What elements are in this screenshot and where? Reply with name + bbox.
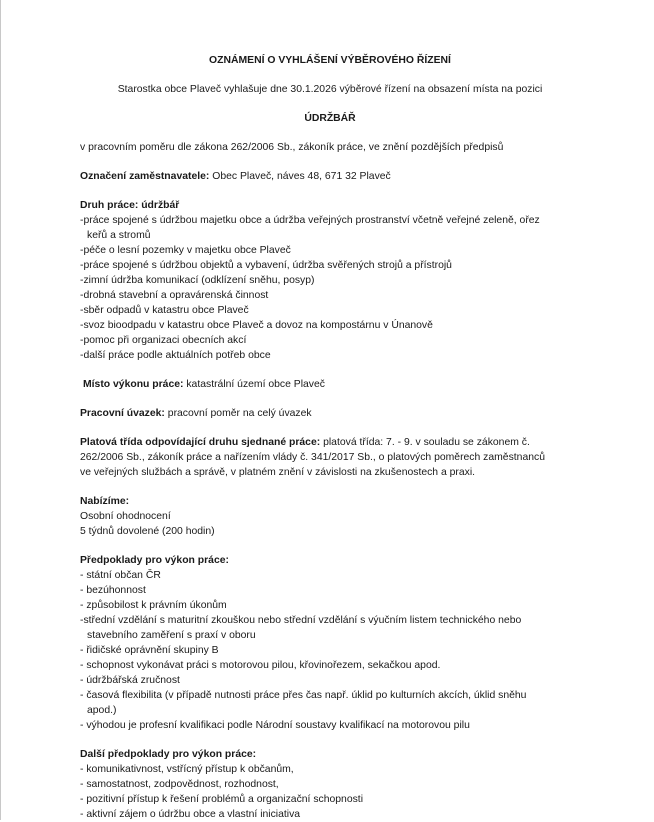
list-item: - komunikativnost, vstřícný přístup k občanům, [80, 764, 294, 775]
other-requirements-list [80, 762, 580, 822]
place-line [80, 377, 580, 392]
job-type-list [80, 213, 580, 363]
requirements-heading: Předpoklady pro výkon práce: [80, 555, 229, 566]
list-item: -práce spojené s údržbou majetku obce a údržba veřejných prostranství včetně veřejné zeleně, ořez [80, 215, 540, 226]
list-item: - bezúhonnost [80, 585, 146, 596]
list-item: apod.) [87, 705, 117, 716]
list-item: -práce spojené s údržbou objektů a vybavení, údržba svěřených strojů a přístrojů [80, 260, 452, 271]
document-body [80, 53, 580, 822]
intro-text: Starostka obce Plaveč vyhlašuje dne 30.1.2026 výběrové řízení na obsazení místa na pozici [117, 84, 543, 95]
list-item: - pozitivní přístup k řešení problémů a organizační schopnosti [80, 794, 364, 805]
salary-text: ve veřejných službách a správě, v platném znění v závislosti na zkušenostech a praxi. [80, 467, 476, 478]
position-title: ÚDRŽBÁŘ [304, 113, 356, 124]
list-item: - řidičské oprávnění skupiny B [80, 645, 219, 656]
list-item: -drobná stavební a opravárenská činnost [80, 290, 269, 301]
salary-line [80, 435, 580, 450]
employer-line [80, 169, 580, 184]
employment-law-text: v pracovním poměru dle zákona 262/2006 Sb., zákoník práce, ve znění pozdějších předpisů [80, 142, 504, 153]
list-item: - samostatnost, zodpovědnost, rozhodnost, [80, 779, 279, 790]
list-item: -střední vzdělání s maturitní zkouškou nebo střední vzdělání s výučním listem technického nebo [80, 615, 522, 626]
document-title: OZNÁMENÍ O VYHLÁŠENÍ VÝBĚROVÉHO ŘÍZENÍ [209, 55, 451, 66]
list-item: - aktivní zájem o údržbu obce a vlastní iniciativa [80, 809, 301, 820]
place-label: Místo výkonu práce: [83, 379, 184, 390]
employer-label: Označení zaměstnavatele: [80, 171, 210, 182]
list-item: - státní občan ČR [80, 570, 161, 581]
list-item: stavebního zaměření s praxí v oboru [87, 630, 256, 641]
workload-line [80, 406, 580, 421]
list-item: - způsobilost k právním úkonům [80, 600, 227, 611]
list-item: -sběr odpadů v katastru obce Plaveč [80, 305, 249, 316]
list-item: keřů a stromů [87, 230, 151, 241]
offer-heading: Nabízíme: [80, 496, 130, 507]
salary-value: platová třída: 7. - 9. v souladu se zákonem č. [320, 437, 530, 448]
list-item: Osobní ohodnocení [80, 511, 171, 522]
list-item: -svoz bioodpadu v katastru obce Plaveč a dovoz na kompostárnu v Únanově [80, 320, 433, 331]
list-item: - schopnost vykonávat práci s motorovou pilou, křovinořezem, sekačkou apod. [80, 660, 441, 671]
salary-text: 262/2006 Sb., zákoník práce a nařízením vlády č. 341/2017 Sb., o platových poměrech zaměstnanců [80, 452, 545, 463]
list-item: -péče o lesní pozemky v majetku obce Plaveč [80, 245, 291, 256]
list-item: - časová flexibilita (v případě nutnosti práce přes čas např. úklid po kulturních akcích, úklid sněhu [80, 690, 527, 701]
list-item: - výhodou je profesní kvalifikaci podle Národní soustavy kvalifikací na motorovou pilu [80, 720, 470, 731]
workload-value: pracovní poměr na celý úvazek [164, 408, 312, 419]
list-item: -zimní údržba komunikací (odklízení sněhu, posyp) [80, 275, 315, 286]
requirements-list [80, 568, 580, 733]
workload-label: Pracovní úvazek: [80, 408, 165, 419]
salary-label: Platová třída odpovídající druhu sjednané práce: [80, 437, 321, 448]
list-item: - údržbářská zručnost [80, 675, 180, 686]
list-item: 5 týdnů dovolené (200 hodin) [80, 526, 215, 537]
list-item: -pomoc při organizaci obecních akcí [80, 335, 247, 346]
list-item: -další práce podle aktuálních potřeb obce [80, 350, 271, 361]
place-value: katastrální území obce Plaveč [183, 379, 325, 390]
employer-value: Obec Plaveč, náves 48, 671 32 Plaveč [209, 171, 391, 182]
job-type-heading: Druh práce: údržbář [80, 200, 180, 211]
other-requirements-heading: Další předpoklady pro výkon práce: [80, 749, 257, 760]
